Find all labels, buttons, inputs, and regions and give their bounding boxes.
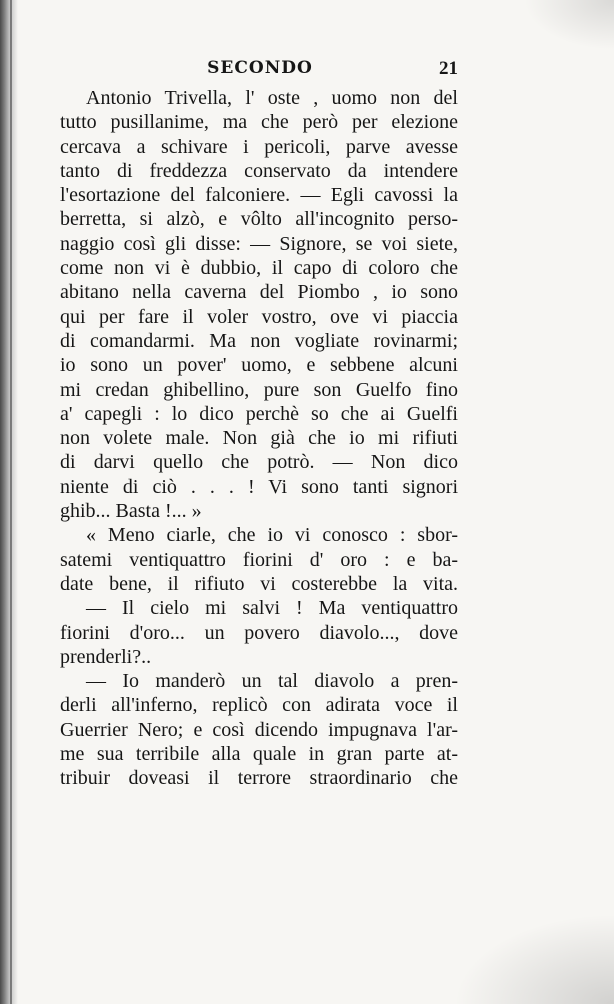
binding-edge: [10, 0, 12, 1004]
text-line: abitano nella caverna del Piombo , io sono: [60, 281, 458, 304]
body-text: [60, 86, 458, 791]
text-line: — Il cielo mi salvi ! Ma ventiquattro: [86, 597, 458, 620]
text-line: — Io manderò un tal diavolo a pren-: [86, 670, 458, 693]
text-line: niente di ciò . . . ! Vi sono tanti signori: [60, 475, 458, 498]
text-line: prenderli?..: [60, 645, 152, 668]
text-line: satemi ventiquattro fiorini d' oro : e ba-: [60, 548, 458, 571]
text-line: Guerrier Nero; e così dicendo impugnava l'ar-: [60, 718, 458, 741]
page-header: [62, 58, 458, 84]
page-corner-stain: [454, 914, 614, 1004]
text-line: mi credan ghibellino, pure son Guelfo fino: [60, 378, 458, 401]
text-line: tanto di freddezza conservato da intendere: [60, 159, 458, 182]
text-line: derli all'inferno, replicò con adirata voce il: [60, 694, 458, 717]
text-line: qui per fare il voler vostro, ove vi piaccia: [60, 305, 458, 328]
binding-shadow: [0, 0, 18, 1004]
page-number: 21: [439, 58, 458, 79]
text-line: me sua terribile alla quale in gran parte at-: [60, 743, 458, 766]
text-line: berretta, si alzò, e vôlto all'incognito perso-: [60, 208, 458, 231]
page-stain: [524, 0, 614, 50]
text-line: io sono un pover' uomo, e sebbene alcuni: [60, 354, 458, 377]
text-line: date bene, il rifiuto vi costerebbe la vita.: [60, 572, 458, 595]
text-line: di darvi quello che potrò. — Non dico: [60, 451, 458, 474]
running-head: SECONDO: [207, 58, 313, 78]
text-line: di comandarmi. Ma non vogliate rovinarmi;: [60, 329, 458, 352]
text-line: come non vi è dubbio, il capo di coloro che: [60, 257, 458, 280]
text-line: naggio così gli disse: — Signore, se voi siete,: [60, 232, 458, 255]
text-line: l'esortazione del falconiere. — Egli cavossi la: [60, 184, 458, 207]
text-line: fiorini d'oro... un povero diavolo..., dove: [60, 621, 458, 644]
text-line: ghib... Basta !... »: [60, 500, 202, 523]
text-line: a' capegli : lo dico perchè so che ai Guelfi: [60, 402, 458, 425]
text-line: tribuir doveasi il terrore straordinario che: [60, 767, 458, 790]
text-line: non volete male. Non già che io mi rifiuti: [60, 427, 458, 450]
text-line: « Meno ciarle, che io vi conosco : sbor-: [86, 524, 458, 547]
text-line: Antonio Trivella, l' oste , uomo non del: [86, 87, 458, 109]
text-line: cercava a schivare i pericoli, parve avesse: [60, 135, 458, 158]
text-line: tutto pusillanime, ma che però per elezione: [60, 111, 458, 134]
